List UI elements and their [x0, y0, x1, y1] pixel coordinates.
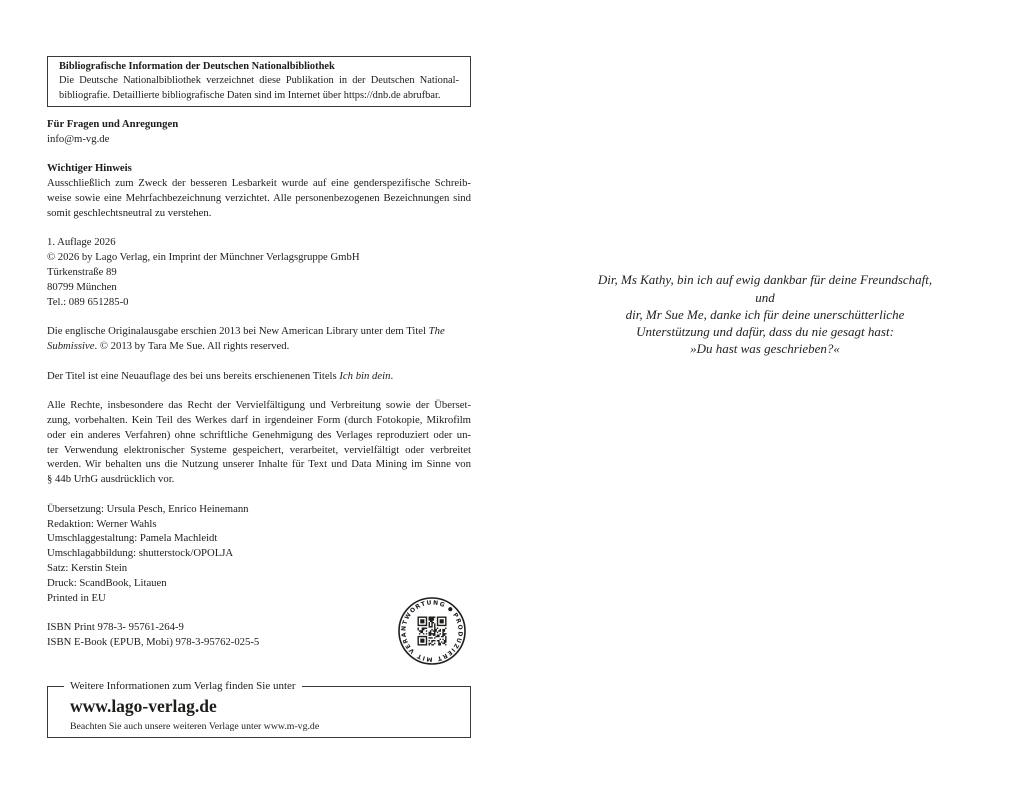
original-copyright-text: . © 2013 by Tara Me Sue. All rights reserved. [94, 339, 290, 352]
rights-block [47, 398, 471, 487]
imprint-column [47, 117, 471, 650]
reissue-text: Der Titel ist eine Neuauflage des bei uns bereits erschienenen Titels [47, 369, 337, 382]
credits-block [47, 502, 471, 606]
original-title: Submissive [47, 339, 95, 352]
paragraph-spacer [47, 487, 471, 502]
dedication-line: »Du hast was geschrieben?« [690, 341, 840, 357]
dedication-line: Dir, Ms Kathy, bin ich auf ewig dankbar für deine Freundschaft, [597, 272, 933, 288]
publisher-info-legend: Weitere Informationen zum Verlag finden Sie unter [64, 679, 302, 693]
dedication-line: Unterstützung und dafür, dass du nie gesagt hast: [636, 323, 894, 339]
credit-typesetting: Satz: Kerstin Stein [47, 561, 128, 574]
bibliographic-info-line: bibliografie. Detaillierte bibliografische Daten sind im Internet über https://dnb.de abrufbar. [59, 89, 441, 101]
original-edition-line [47, 324, 471, 339]
publisher-info-box [47, 680, 471, 738]
dedication-line: und [755, 289, 775, 305]
notice-heading: Wichtiger Hinweis [47, 162, 132, 175]
original-edition-block [47, 324, 471, 354]
seal-dot-icon [448, 607, 452, 611]
address-street: Türkenstraße 89 [47, 265, 117, 278]
publisher-note: Beachten Sie auch unsere weiteren Verlage unter www.m-vg.de [70, 720, 320, 732]
reissue-line [47, 369, 471, 384]
bibliographic-info-box [47, 56, 471, 107]
original-title: The [428, 325, 445, 338]
rights-line: oder ein anderes Verfahren) ohne schriftliche Genehmigung des Verlages reproduziert oder un- [47, 428, 471, 441]
original-edition-line [47, 339, 471, 354]
contact-email: info@m-vg.de [47, 132, 110, 145]
reissue-end: . [390, 369, 394, 382]
dedication [560, 271, 970, 357]
qr-code-seal-icon [398, 597, 466, 665]
seal-text-path: PRODUZIERT MIT VERANTWORTUNG [400, 599, 464, 663]
credit-printed-in: Printed in EU [47, 591, 106, 604]
bibliographic-info-line: Die Deutsche Nationalbibliothek verzeichnet diese Publikation in der Deutschen National- [59, 75, 459, 87]
notice-line: weise sowie eine Mehrfachbezeichnung verzichtet. Alle personenbezogenen Bezeichnungen sind [47, 191, 471, 204]
notice-block [47, 161, 471, 220]
credit-printing: Druck: ScandBook, Litauen [47, 576, 167, 589]
rights-line: zung, vorbehalten. Kein Teil des Werkes darf in irgendeiner Form (durch Fotokopie, Mikrofilm [47, 413, 471, 426]
contact-heading: Für Fragen und Anregungen [47, 118, 179, 130]
edition-printing: 1. Auflage 2026 [47, 236, 116, 249]
paragraph-spacer [47, 147, 471, 162]
credit-cover-image: Umschlagabbildung: shutterstock/OPOLJA [47, 547, 234, 560]
rights-line: werden. Wir behalten uns die Nutzung unserer Inhalte für Text und Data Mining im Sinne von [47, 458, 471, 471]
paragraph-spacer [47, 383, 471, 398]
credit-translation: Übersetzung: Ursula Pesch, Enrico Heinemann [47, 502, 249, 515]
notice-line: somit geschlechtsneutral zu verstehen. [47, 206, 212, 219]
copyright-line: © 2026 by Lago Verlag, ein Imprint der Münchner Verlagsgruppe GmbH [47, 251, 360, 264]
rights-line: § 44b UrhG ausdrücklich vor. [47, 473, 175, 486]
credit-editing: Redaktion: Werner Wahls [47, 517, 157, 530]
former-title: Ich bin dein [339, 369, 391, 382]
rights-line: ter Verwendung elektronischer Systeme gespeichert, verarbeitet, vervielfältigt oder verbreitet [47, 443, 471, 456]
address-city: 80799 München [47, 280, 117, 293]
credit-cover-design: Umschlaggestaltung: Pamela Machleidt [47, 532, 218, 545]
paragraph-spacer [47, 354, 471, 369]
publisher-website: www.lago-verlag.de [70, 696, 217, 716]
notice-line: Ausschließlich zum Zweck der besseren Lesbarkeit wurde auf eine genderspezifische Schreib- [47, 177, 471, 190]
isbn-ebook: ISBN E-Book (EPUB, Mobi) 978-3-95762-025-5 [47, 635, 260, 648]
edition-block [47, 235, 471, 309]
paragraph-spacer [47, 221, 471, 236]
phone-number: Tel.: 089 651285-0 [47, 295, 129, 308]
bibliographic-info-heading: Bibliografische Information der Deutschen Nationalbibliothek [59, 61, 335, 72]
rights-line: Alle Rechte, insbesondere das Recht der Vervielfältigung und Verbreitung sowie der Überset- [47, 399, 471, 412]
contact-block [47, 117, 471, 147]
paragraph-spacer [47, 309, 471, 324]
original-edition-text: Die englische Originalausgabe erschien 2013 bei New American Library unter dem Titel [47, 325, 426, 338]
isbn-print: ISBN Print 978-3- 95761-264-9 [47, 621, 184, 634]
dedication-line: dir, Mr Sue Me, danke ich für deine unerschütterliche [625, 306, 905, 322]
